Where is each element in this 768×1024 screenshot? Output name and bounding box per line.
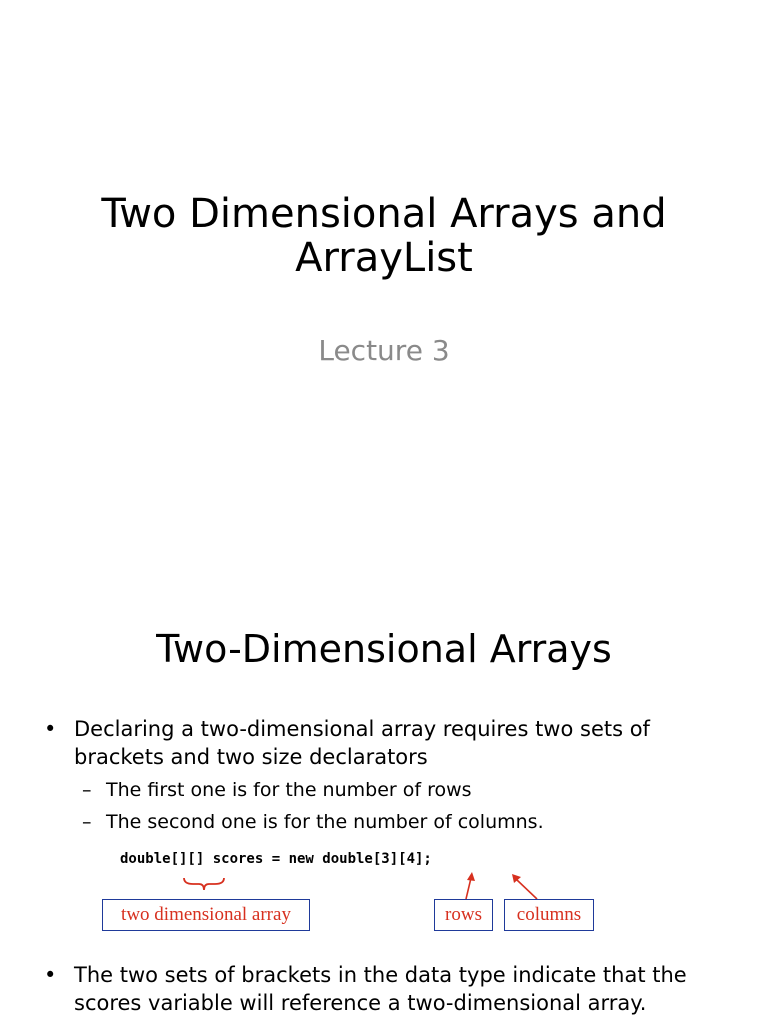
dash-marker: – [82,811,92,833]
sub-bullet-text: The second one is for the number of columns. [106,811,544,833]
sub-bullet-item [82,778,732,802]
dash-marker: – [82,779,92,801]
callout-rows: rows [434,899,493,931]
slide-heading: Two-Dimensional Arrays [156,627,612,671]
callout-two-dimensional-array: two dimensional array [102,899,310,931]
bullet-text: Declaring a two-dimensional array requires two sets of brackets and two size declarators [74,717,650,769]
slide-title-heading [40,192,728,280]
rows-arrow-icon [466,872,475,899]
code-snippet: double[][] scores = new double[3][4]; [120,851,432,867]
sub-bullet-item [82,810,732,834]
bullet-marker: • [44,963,57,987]
columns-arrow-icon [512,874,537,899]
title-line-1: Two Dimensional Arrays and [101,191,667,237]
sub-bullet-text: The first one is for the number of rows [106,779,472,801]
bullet-item [44,961,734,1017]
callout-columns: columns [504,899,594,931]
bullet-marker: • [44,717,57,741]
slide-subtitle: Lecture 3 [318,334,450,367]
title-line-2: ArrayList [295,235,473,281]
brace-icon [184,878,224,890]
slide-two-dimensional-arrays [0,576,768,1024]
bullet-item [44,715,734,771]
bullet-text: The two sets of brackets in the data type indicate that the scores variable will reference a two-dimensional array. [74,963,687,1015]
